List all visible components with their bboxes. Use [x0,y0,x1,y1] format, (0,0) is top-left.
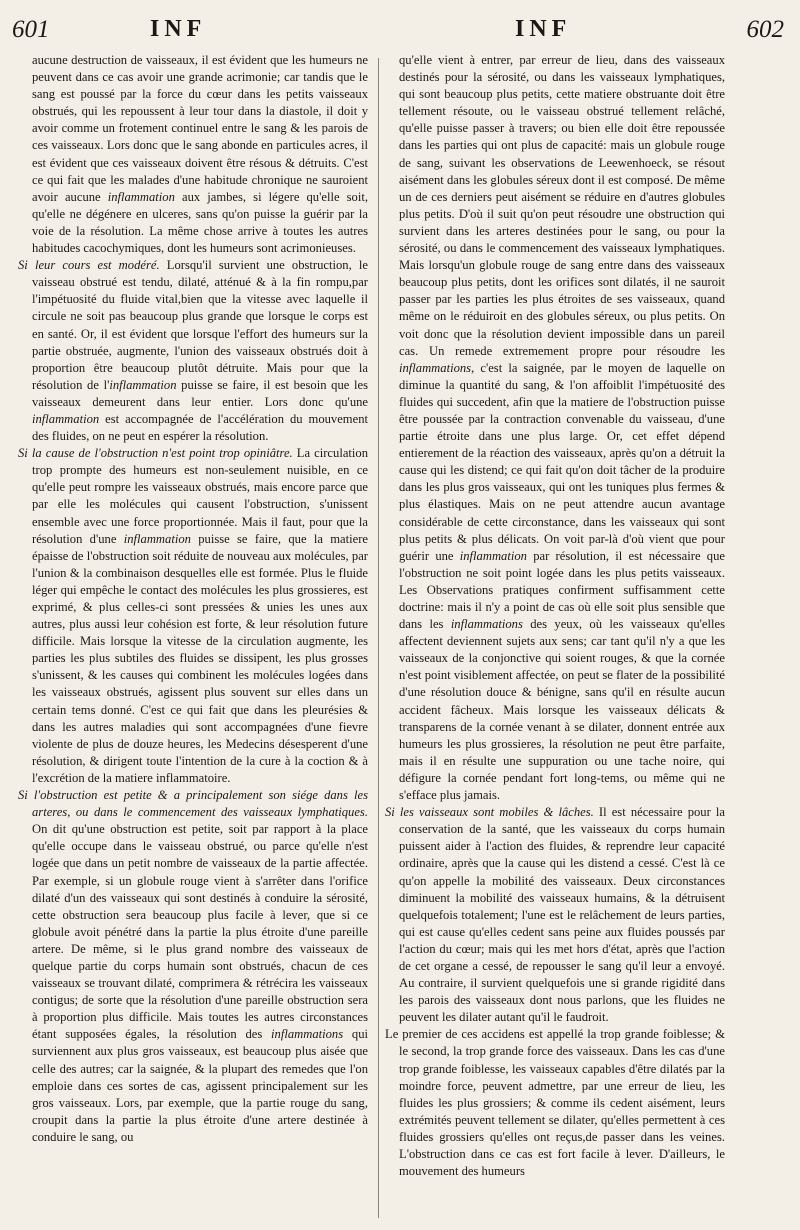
paragraph: Si l'obstruction est petite & a principalement son siége dans les arteres, ou dans le commencement des vaisseaux lymphatiques. On dit qu'une obstruction est petite, soit par rapport à la place qu'elle occupe dans le vaisseau obstrué, ou parce qu'elle n'est logée que dans un petit nombre de vaisseaux de la partie affectée. Par exemple, si un globule rouge vient à s'arrêter dans l'orifice dilaté d'un des vaisseaux qui sont destinés à conduire la sérosité, cette obstruction sera beaucoup plus facile à lever, que si ce globule avoit pénétré dans la partie la plus étroite d'une pareille artere. De même, si le plus grand nombre des vaisseaux de quelque partie du corps humain sont obstrués, chacun de ces vaisseaux se trouvant dilaté, comprimera & rétrécira les vaisseaux contigus; de sorte que la résolution d'une pareille obstruction sera à proportion plus difficile. Mais toutes les autres circonstances étant supposées égales, la résolution des inflammations qui surviennent aux plus gros vaisseaux, est beaucoup plus aisée que celle des autres; car la saignée, & la plupart des remedes que l'on emploie dans ces sortes de cas, agissent principalement sur les gros vaisseaux. Lors, par exemple, que la partie rouge du sang, croupit dans la partie la plus étroite d'une artere destinée à conduire le sang, ou [18,788,368,1144]
right-page-number: 602 [746,16,784,43]
paragraph: Si les vaisseaux sont mobiles & lâches. Il est nécessaire pour la conservation de la santé, que les vaisseaux du corps humain puissent aider à l'action des fluides, & reprendre leur capacité ordinaire, après que la cause qui les distend a cessé. C'est là ce qu'on appelle la mobilité des vaisseaux. Deux circonstances diminuent la mobilité des vaisseaux humains, & la détruisent quelquefois totalement; l'une est le relâchement de leurs parties, qui est cause qu'elles cedent sans peine aux fluides poussés par l'action du cœur; mais qui les met hors d'état, après que l'action de cet organe a cessé, de repousser le sang qu'il leur a envoyé. Au contraire, il survient quelquefois une si grande rigidité dans les parois des vaisseaux dont nous parlons, que les fluides ne peuvent les dilater autant qu'il le faudroit. [385,805,725,1025]
paragraph: Si la cause de l'obstruction n'est point trop opiniâtre. La circulation trop prompte des humeurs est non-seulement nuisible, en ce qu'elle peut rompre les vaisseaux obstrués, mais encore parce que par elle les molécules qui causent l'obstruction, s'unissent ensemble avec une force proportionnée. Mais il faut, pour que la résolution d'une inflammation puisse se faire, que la matiere épaisse de l'obstruction soit réduite de nouveau aux molécules, par l'union & la combinaison desquelles elle est formée. Plus le fluide léger qui empêche le contact des molécules les plus grossieres, est exprimé, & plus celles-ci sont pressées & unies les unes aux autres, plus aussi leur cohésion est forte, & leur résolution future difficile. Mais lorsque la vitesse de la circulation augmente, les parties les plus subtiles des fluides se dissipent, les plus grosses s'unissent, & les causes qui combinent les molécules logées dans les vaisseaux obstrués, agissent plus souvent sur elles dans un certain tems donné. C'est ce qui fait que dans les pleurésies & dans les autres maladies qui sont accompagnées d'une fievre violente de plus de douze heures, les Medecins désesperent d'une résolution, & dirigent toute l'intention de la cure à la coction & à l'excrétion de la matiere inflammatoire. [18,446,368,785]
left-text-column [18,52,368,1222]
paragraph: aucune destruction de vaisseaux, il est évident que les humeurs ne peuvent dans ce cas avoir une grande acrimonie; car tandis que le sang est poussé par la force du cœur dans les petits vaisseaux obstrués, qui les repoussent à leur tour dans la diastole, il doit y avoir comme un frotement continuel entre le sang & les parois de ces vaisseaux. Lors donc que le sang abonde en particules acres, il est évident que ces vaisseaux doivent être résous & détruits. C'est ce qui fait que les malades d'une habitude chronique ne sauroient avoir aucune inflammation aux jambes, si légere qu'elle soit, qu'elle ne dégénere en ulceres, sans qu'on puisse la guérir par la voie de la résolution. La même chose arrive à toutes les autres habitudes cacochymiques, dont les humeurs sont acrimonieuses. [32,53,368,256]
paragraph: Si leur cours est modéré. Lorsqu'il survient une obstruction, le vaisseau obstrué est tendu, dilaté, atténué & à la fin rompu,par l'impétuosité du fluide vital,bien que la vitesse avec laquelle il circule ne soit pas beaucoup plus grande que lorsque le corps est en santé. Or, il est évident que lorsque l'effort des humeurs sur la partie obstruée, augmente, l'union des vaisseaux obstrués doit à proportion être beaucoup plutôt détruite. Mais pour que la résolution de l'inflammation puisse se faire, il est besoin que les vaisseaux demeurent dans leur entier. Lors donc qu'une inflammation est accompagnée de l'accélération du mouvement des fluides, on ne peut en espérer la résolution. [18,258,368,444]
left-running-head: INF [150,16,207,42]
column-divider [378,58,379,1218]
right-text-column [385,52,725,1222]
paragraph: qu'elle vient à entrer, par erreur de lieu, dans des vaisseaux destinés pour la sérosité, ou dans les vaisseaux lymphatiques, qui sont beaucoup plus petits, cette matiere obstruante doit être tellement résoute, ou le vaisseau obstrué tellement relâché, qu'elle puisse passer à travers; ou bien elle doit être repoussée dans les parties qui ont plus de capacité: mais un globule rouge de sang, suivant les observations de Leewenhoeck, se résout aisément dans les globules séreux dont il est composé. De même un de ces derniers peut aisément se réduire en d'autres globules plus petits. D'où il suit qu'on peut résoudre une obstruction qui survient dans les arteres destinées pour le sang, ou pour la sérosité, ou dans le commencement des vaisseaux lymphatiques. Mais lorsqu'un globule rouge de sang entre dans des vaisseaux beaucoup plus petits, dont les orifices sont dilatés, il ne sauroit passer par les parties les plus étroites de ses vaisseaux, quand même on le réduiroit en des globules séreux, ou plus petits. On voit donc que la résolution devient impossible dans un pareil cas. Un remede extremement propre pour résoudre les inflammations, c'est la saignée, par le moyen de laquelle on diminue la quantité du sang, & l'on affoiblit l'impétuosité des fluides qui succedent, afin que la matiere de l'obstruction puisse être poussée par la contraction convenable du vaisseau, d'une partie étroite dans une plus large. Or, cet effet dépend entierement de la réaction des vaisseaux, après qu'on a détruit la cause qui les distend; ce qui fait qu'on doit tâcher de la produire dans les plus gros vaisseaux, qui ont les tuniques plus fermes & plus élastiques. Mais on ne peut attendre aucun avantage considérable de cette circonstance, dans les vaisseaux qui sont plus petits & plus délicats. On voit par-là d'où vient que pour guérir une inflammation par résolution, il est nécessaire que l'obstruction ne soit point logée dans les plus petits vaisseaux. Les Observations pratiques confirment suffisamment cette doctrine: mais il n'y a point de cas où elle soit plus sensible que dans les inflammations des yeux, où les vaisseaux qu'elles affectent deviennent sujets aux sens; car tant qu'il n'y a que les vaisseaux de la conjonctive qui soient rouges, & que la cornée n'est point visiblement affectée, on peut se flater de la possibilité d'une résolution douce & bénigne, sans qu'il en résulte aucun accident fâcheux. Mais lorsque les vaisseaux délicats & transparens de la cornée venant à se dilater, donnent entrée aux humeurs les plus grossieres, la résolution ne peut être parfaite, mais il en résulte une suppuration ou une tache noire, qui défigure la cornée pendant fort long-tems, ou même qui ne s'efface plus jamais. [399,53,725,803]
right-running-head: INF [515,16,572,42]
left-page-number: 601 [12,16,50,43]
page-header [0,14,800,48]
paragraph: Le premier de ces accidens est appellé la trop grande foiblesse; & le second, la trop grande force des vaisseaux. Dans les cas d'une trop grande foiblesse, les vaisseaux capables d'être dilatés par la moindre force, peuvent admettre, par une erreur de lieu, les fluides les plus grossiers; & comme ils cedent aisément, leurs extrémités peuvent tellement se dilater, qu'elles permettent à ces fluides grossiers qu'elles ont reçus,de passer dans les veines. L'obstruction dans ce cas est fort facile à lever. D'ailleurs, le mouvement des humeurs [385,1027,725,1179]
